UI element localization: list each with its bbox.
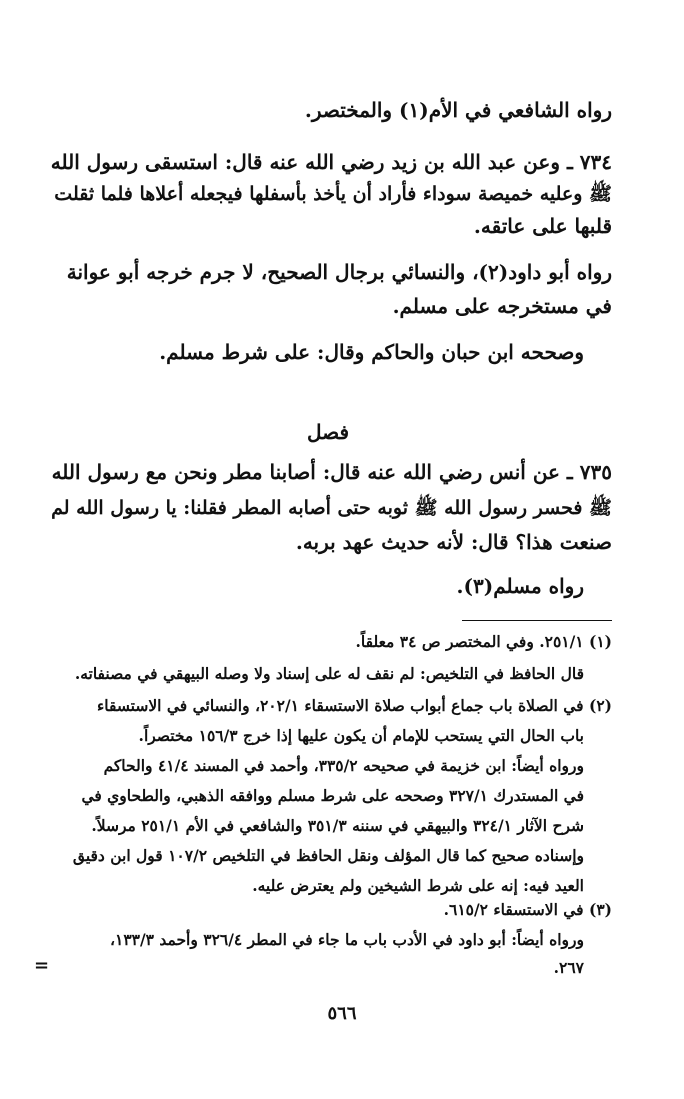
footnote-2-line-6: وإسناده صحيح كما قال المؤلف ونقل الحافظ في التلخيص ١٠٧/٢ قول ابن دقيق — [72, 846, 584, 865]
takhrij-734-line-2: في مستخرجه على مسلم. — [392, 294, 612, 318]
footnote-1-line-2: قال الحافظ في التلخيص: لم نقف له على إسناد ولا وصله البيهقي في مصنفاته. — [74, 664, 584, 683]
section-heading: فصل — [306, 420, 350, 444]
hadith-735-line-2: ﷺ فحسر رسول الله ﷺ ثوبه حتى أصابه المطر فقلنا: يا رسول الله لم — [51, 497, 612, 519]
takhrij-735: رواه مسلم(٣). — [456, 574, 584, 598]
footnote-2-line-1: (٢) في الصلاة باب جماع أبواب صلاة الاستسقاء ٢٠٢/١، والنسائي في الاستسقاء — [96, 696, 612, 715]
continuation-mark: = — [34, 955, 50, 976]
footnote-2-line-5: شرح الآثار ٣٢٤/١ والبيهقي في سننه ٣٥١/٣ والشافعي في الأم ٢٥١/١ مرسلاً. — [91, 816, 584, 835]
footnote-1-line-1: (١) ٢٥١/١. وفي المختصر ص ٣٤ معلقاً. — [355, 632, 612, 651]
takhrij-734-line-3: وصححه ابن حبان والحاكم وقال: على شرط مسلم. — [159, 340, 584, 364]
takhrij-734-line-1: رواه أبو داود(٢)، والنسائي برجال الصحيح، لا جرم خرجه أبو عوانة — [66, 260, 612, 284]
page-number: ٥٦٦ — [327, 1003, 357, 1024]
footnote-2-line-3: ورواه أيضاً: ابن خزيمة في صحيحه ٣٣٥/٢، وأحمد في المسند ٤١/٤ والحاكم — [103, 756, 584, 775]
footnote-2-line-4: في المستدرك ٣٢٧/١ وصححه على شرط مسلم ووافقه الذهبي، والطحاوي في — [81, 786, 584, 805]
hadith-735-line-1: ٧٣٥ ـ عن أنس رضي الله عنه قال: أصابنا مطر ونحن مع رسول الله — [51, 460, 612, 484]
hadith-734-line-2: ﷺ وعليه خميصة سوداء فأراد أن يأخذ بأسفلها فيجعله أعلاها فلما ثقلت — [54, 183, 612, 205]
footnote-2-line-7: العيد فيه: إنه على شرط الشيخين ولم يعترض عليه. — [252, 876, 584, 895]
footnote-3-line-2: ورواه أيضاً: أبو داود في الأدب باب ما جاء في المطر ٣٢٦/٤ وأحمد ١٣٣/٣، — [110, 930, 584, 949]
hadith-734-line-1: ٧٣٤ ـ وعن عبد الله بن زيد رضي الله عنه قال: استسقى رسول الله — [50, 150, 612, 174]
hadith-735-line-3: صنعت هذا؟ قال: لأنه حديث عهد بربه. — [295, 530, 612, 554]
footnote-3-line-1: (٣) في الاستسقاء ٦١٥/٢. — [443, 900, 612, 919]
footnote-2-line-2: باب الحال التي يستحب للإمام أن يكون عليها إذا خرج ١٥٦/٣ مختصراً. — [138, 726, 584, 745]
hadith-734-line-3: قلبها على عاتقه. — [473, 214, 612, 238]
footnote-3-line-3: ٢٦٧. — [553, 958, 584, 977]
footnote-separator — [462, 620, 612, 621]
main-line-1: رواه الشافعي في الأم(١) والمختصر. — [304, 98, 612, 122]
